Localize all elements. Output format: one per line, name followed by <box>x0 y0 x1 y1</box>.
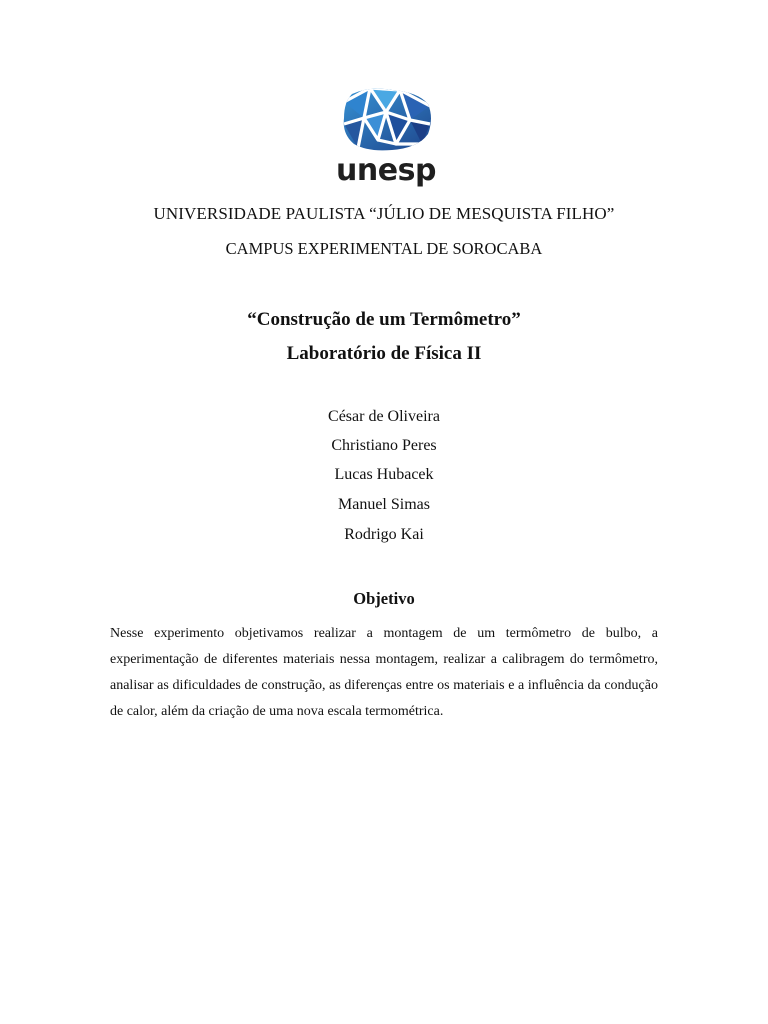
author-name: César de Oliveira <box>328 408 440 425</box>
author-name: Christiano Peres <box>331 437 437 454</box>
document-title: “Construção de um Termômetro” <box>247 309 521 330</box>
document-subtitle: Laboratório de Física II <box>286 343 482 364</box>
unesp-logo <box>330 84 442 192</box>
author-name: Rodrigo Kai <box>344 526 424 543</box>
objective-paragraph: Nesse experimento objetivamos realizar a montagem de um termômetro de bulbo, a experimentação de diferentes materiais nessa montagem, realizar a calibragem do termômetro, analisar as dificuldades de construção, as diferenças entre os materiais e a influência da condução de calor, além da criação de uma nova escala termométrica. <box>110 626 658 719</box>
logo-wordmark: unesp <box>336 153 436 188</box>
author-name: Lucas Hubacek <box>334 466 434 483</box>
campus-name: CAMPUS EXPERIMENTAL DE SOROCABA <box>225 239 543 258</box>
university-name: UNIVERSIDADE PAULISTA “JÚLIO DE MESQUISTA FILHO” <box>153 204 615 223</box>
author-name: Manuel Simas <box>338 496 430 513</box>
objective-heading: Objetivo <box>353 589 415 608</box>
unesp-globe-logo-icon <box>330 84 442 154</box>
